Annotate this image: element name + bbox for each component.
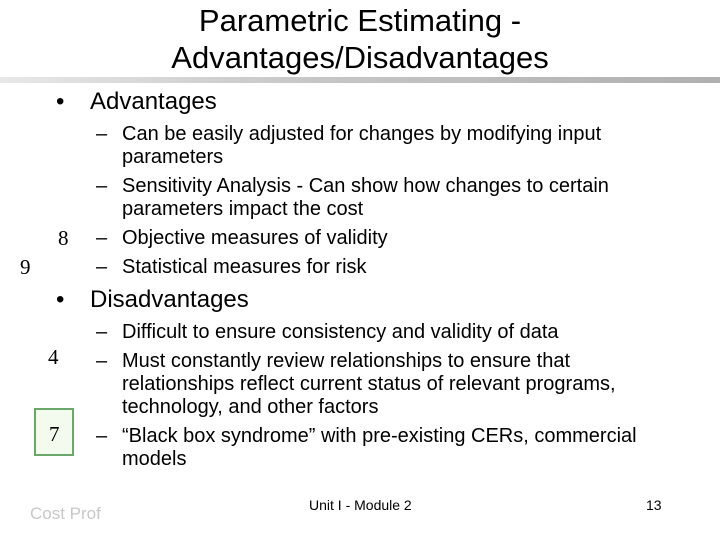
disadvantages-heading-text: Disadvantages [90,286,249,313]
footer-left-text: Cost Prof [30,504,101,523]
advantages-heading [56,88,217,116]
dash-marker: – [96,123,108,145]
side-number-9: 9 [20,255,31,279]
disadvantage-item-text: Difficult to ensure consistency and validity of data [122,321,559,343]
bullet-dot: • [56,88,65,115]
advantage-item-text: Statistical measures for risk [122,256,367,278]
title-underline-rule [0,77,720,83]
advantage-item-text: Can be easily adjusted for changes by modifying input parameters [122,123,602,168]
advantage-item [96,175,656,221]
disadvantage-item-text: Must constantly review relationships to ensure that relationships reflect current status of relevant programs, technology, and other factors [122,350,616,418]
advantages-heading-text: Advantages [90,88,217,115]
dash-marker: – [96,175,108,197]
slide-title-line-2: Advantages/Disadvantages [171,40,549,75]
disadvantage-item [96,350,676,419]
bullet-dot: • [56,286,65,313]
slide-title [0,2,720,76]
dash-marker: – [96,321,108,343]
advantage-item-text: Sensitivity Analysis - Can show how changes to certain parameters impact the cost [122,175,609,220]
disadvantages-heading [56,286,249,314]
advantage-item-text: Objective measures of validity [122,227,388,249]
advantage-item [96,123,656,169]
dash-marker: – [96,350,108,372]
side-number-4: 4 [48,345,59,369]
dash-marker: – [96,227,108,249]
slide-title-line-1: Parametric Estimating - [198,3,522,38]
advantage-item [96,227,656,250]
footer-center-text: Unit I - Module 2 [309,497,412,513]
disadvantage-item [96,425,676,471]
advantage-item [96,256,656,279]
disadvantage-item [96,321,676,344]
side-number-8: 8 [58,226,69,250]
page-number: 13 [646,497,662,513]
dash-marker: – [96,425,108,447]
disadvantage-item-text: “Black box syndrome” with pre-existing CERs, commercial models [122,425,637,470]
side-number-7: 7 [49,422,60,446]
dash-marker: – [96,256,108,278]
